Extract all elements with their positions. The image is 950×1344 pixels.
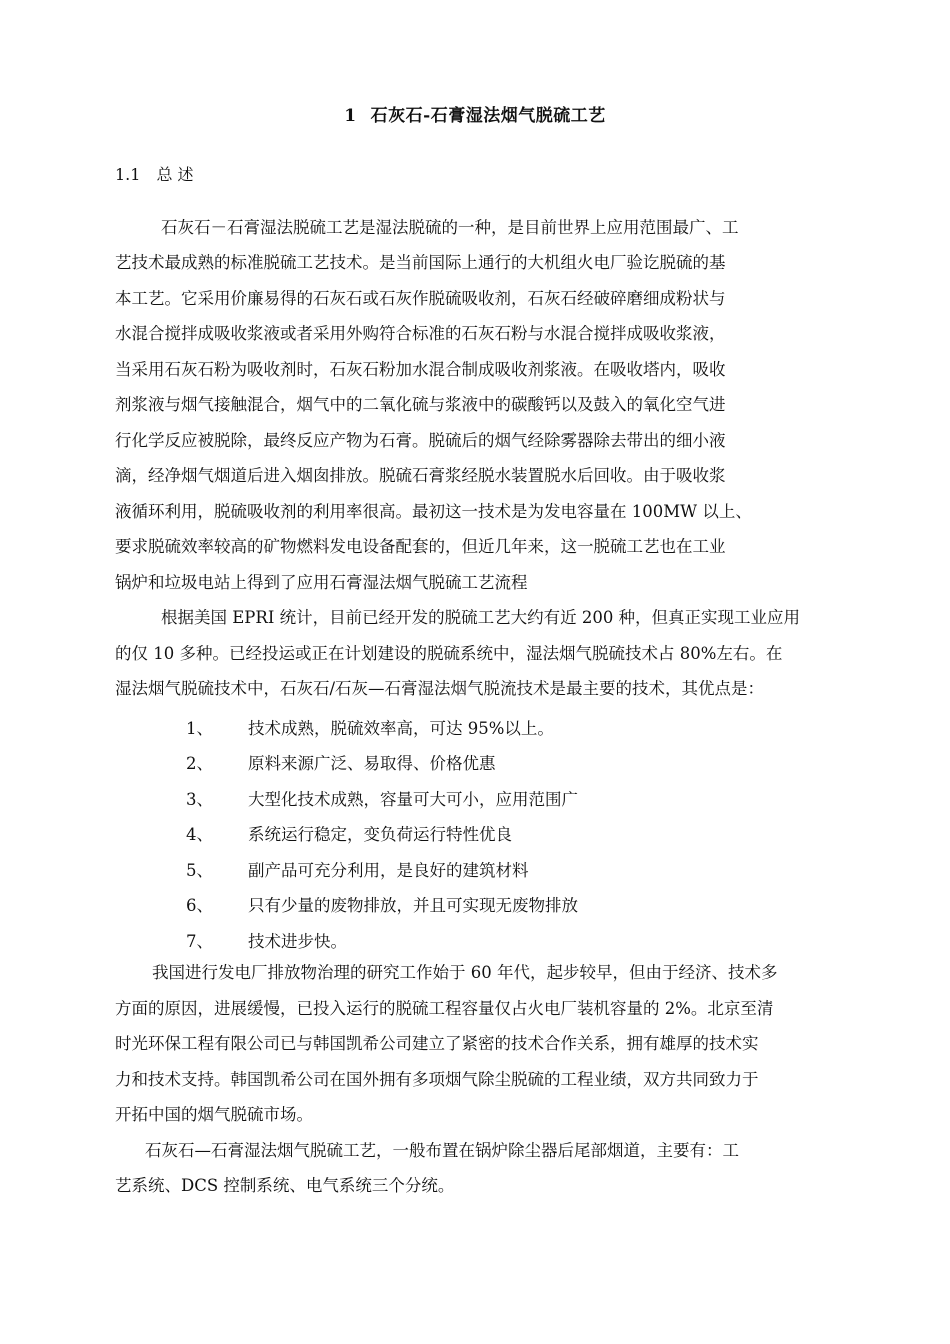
text-line: 行化学反应被脱除，最终反应产物为石膏。脱硫后的烟气经除雾器除去带出的细小液 (115, 431, 726, 450)
list-item-text: 副产品可充分利用，是良好的建筑材料 (248, 861, 529, 880)
section-title-text: 总 述 (156, 165, 194, 184)
text-line: 的仅 10 多种。已经投运或正在计划建设的脱硫系统中，湿法烟气脱硫技术占 80%左右。在 (115, 644, 783, 663)
list-item (186, 786, 578, 810)
text-line: 本工艺。它采用价廉易得的石灰石或石灰作脱硫吸收剂，石灰石经破碎磨细成粉状与 (115, 289, 726, 308)
text-line: 要求脱硫效率较高的矿物燃料发电设备配套的，但近几年来，这一脱硫工艺也在工业 (115, 537, 726, 556)
list-item (186, 750, 496, 774)
list-item-text: 大型化技术成熟，容量可大可小，应用范围广 (248, 790, 578, 809)
list-item (186, 715, 554, 739)
text-line: 方面的原因，进展缓慢，已投入运行的脱硫工程容量仅占火电厂装机容量的 2%。北京至清 (115, 999, 774, 1018)
list-item-number: 3、 (186, 790, 213, 809)
text-line: 液循环利用，脱硫吸收剂的利用率很高。最初这一技术是为发电容量在 100MW 以上、 (115, 502, 752, 521)
list-item-number: 5、 (186, 861, 213, 880)
list-item (186, 892, 578, 916)
text-line: 力和技术支持。韩国凯希公司在国外拥有多项烟气除尘脱硫的工程业绩，双方共同致力于 (115, 1070, 759, 1089)
list-item-number: 4、 (186, 825, 213, 844)
text-line: 艺系统、DCS 控制系统、电气系统三个分统。 (115, 1176, 455, 1195)
text-line: 剂浆液与烟气接触混合，烟气中的二氧化硫与浆液中的碳酸钙以及鼓入的氧化空气进 (115, 395, 726, 414)
text-line: 湿法烟气脱硫技术中，石灰石/石灰—石膏湿法烟气脱流技术是最主要的技术，其优点是： (115, 679, 765, 698)
section-number: 1.1 (115, 165, 141, 184)
list-item (186, 821, 512, 845)
text-line: 石灰石－石膏湿法脱硫工艺是湿法脱硫的一种，是目前世界上应用范围最广、工 (161, 218, 739, 237)
text-line: 开拓中国的烟气脱硫市场。 (115, 1105, 313, 1124)
list-item-text: 技术成熟，脱硫效率高，可达 95%以上。 (248, 719, 554, 738)
text-line: 根据美国 EPRI 统计，目前已经开发的脱硫工艺大约有近 200 种，但真正实现工业应用 (161, 608, 801, 627)
text-line: 时光环保工程有限公司已与韩国凯希公司建立了紧密的技术合作关系，拥有雄厚的技术实 (115, 1034, 759, 1053)
text-line: 水混合搅拌成吸收浆液或者采用外购符合标准的石灰石粉与水混合搅拌成吸收浆液， (115, 324, 726, 343)
list-item-number: 7、 (186, 932, 213, 951)
text-line: 当采用石灰石粉为吸收剂时，石灰石粉加水混合制成吸收剂浆液。在吸收塔内，吸收 (115, 360, 726, 379)
list-item (186, 857, 529, 881)
text-line: 锅炉和垃圾电站上得到了应用石膏湿法烟气脱硫工艺流程 (115, 573, 528, 592)
list-item (186, 928, 347, 952)
list-item-text: 技术进步快。 (248, 932, 347, 951)
list-item-number: 2、 (186, 754, 213, 773)
text-line: 艺技术最成熟的标准脱硫工艺技术。是当前国际上通行的大机组火电厂验讫脱硫的基 (115, 253, 726, 272)
chapter-title (0, 101, 950, 126)
text-line: 滴，经净烟气烟道后进入烟囱排放。脱硫石膏浆经脱水装置脱水后回收。由于吸收浆 (115, 466, 726, 485)
section-heading (115, 162, 194, 185)
list-item-number: 6、 (186, 896, 213, 915)
text-line: 石灰石—石膏湿法烟气脱硫工艺，一般布置在锅炉除尘器后尾部烟道，主要有：工 (145, 1141, 739, 1160)
chapter-number: 1 (344, 106, 357, 126)
chapter-title-text: 石灰石-石膏湿法烟气脱硫工艺 (370, 106, 606, 126)
list-item-text: 系统运行稳定，变负荷运行特性优良 (248, 825, 512, 844)
text-line: 我国进行发电厂排放物治理的研究工作始于 60 年代，起步较早，但由于经济、技术多 (152, 963, 778, 982)
list-item-text: 原料来源广泛、易取得、价格优惠 (248, 754, 496, 773)
list-item-text: 只有少量的废物排放，并且可实现无废物排放 (248, 896, 578, 915)
list-item-number: 1、 (186, 719, 213, 738)
